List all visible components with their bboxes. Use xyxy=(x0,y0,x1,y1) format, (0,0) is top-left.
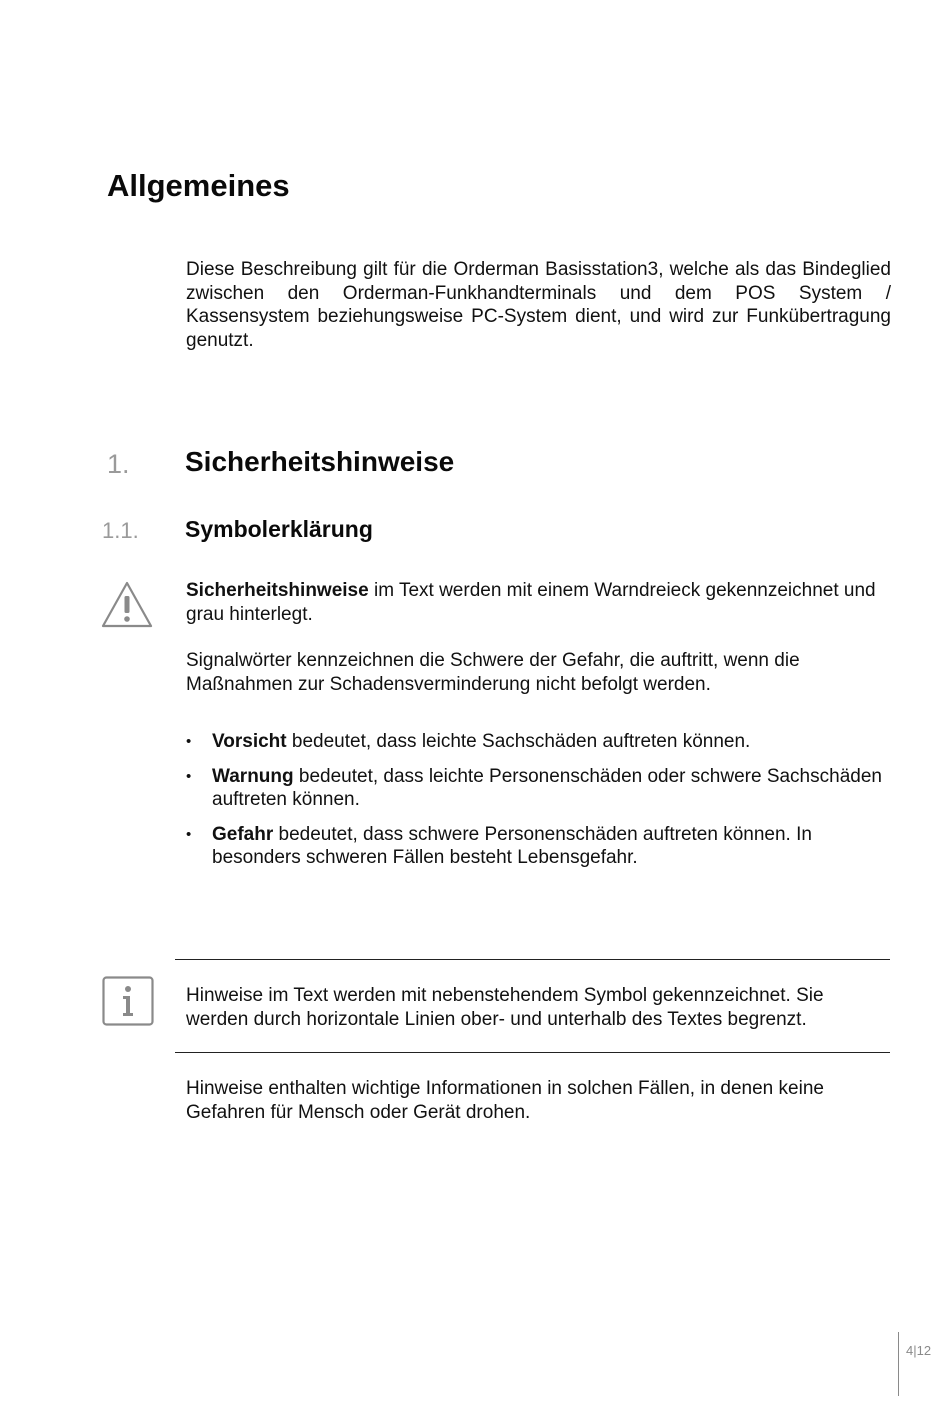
intro-paragraph: Diese Beschreibung gilt für die Orderman Basisstation3, welche als das Bindeglied zwischen den Orderman-Funkhandterminals und dem POS System / Kassensystem beziehungsweise PC-System dient, und wird zur Funkübertragung genutzt. xyxy=(186,259,891,351)
warning-paragraph-text: im Text werden mit einem Warndreieck gekennzeichnet und grau hinterlegt. xyxy=(186,580,876,625)
info-icon xyxy=(102,976,154,1026)
bullet-glyph: • xyxy=(186,767,192,785)
note-followup-paragraph: Hinweise enthalten wichtige Informationen in solchen Fällen, in denen keine Gefahren für Mensch oder Gerät drohen. xyxy=(186,1078,824,1123)
list-item-term: Vorsicht xyxy=(212,731,287,752)
note-paragraph: Hinweise im Text werden mit nebenstehendem Symbol gekennzeichnet. Sie werden durch horizontale Linien ober- und unterhalb des Textes begrenzt. xyxy=(186,985,824,1030)
signal-word-list xyxy=(184,730,884,881)
list-item xyxy=(184,823,884,870)
subsection-title: Symbolerklärung xyxy=(185,516,373,542)
list-item xyxy=(184,765,884,812)
warning-paragraph-bold: Sicherheitshinweise xyxy=(186,580,369,601)
page-number: 4|12 xyxy=(906,1343,932,1358)
section-number: 1. xyxy=(107,449,130,479)
list-item xyxy=(184,730,884,754)
section-title: Sicherheitshinweise xyxy=(185,446,455,477)
note-divider-top xyxy=(175,959,890,960)
list-item-term: Warnung xyxy=(212,765,294,787)
list-item-text: bedeutet, dass leichte Personenschäden oder schwere Sachschäden auftreten können. xyxy=(212,765,882,810)
page-title: Allgemeines xyxy=(107,168,290,203)
bullet-glyph: • xyxy=(186,733,192,750)
warning-paragraph xyxy=(186,579,891,626)
warning-triangle-icon xyxy=(100,580,154,630)
list-item-term: Gefahr xyxy=(212,823,274,845)
subsection-number: 1.1. xyxy=(102,518,139,543)
signal-words-paragraph: Signalwörter kennzeichnen die Schwere der Gefahr, die auftritt, wenn die Maßnahmen zur Schadensverminderung nicht befolgt werden. xyxy=(186,650,800,695)
page-number-divider xyxy=(898,1332,899,1396)
list-item-text: bedeutet, dass schwere Personenschäden auftreten können. In besonders schweren Fällen besteht Lebensgefahr. xyxy=(212,823,812,868)
list-item-text: bedeutet, dass leichte Sachschäden auftreten können. xyxy=(286,731,751,752)
bullet-glyph: • xyxy=(186,825,192,843)
note-divider-bottom xyxy=(175,1052,890,1053)
